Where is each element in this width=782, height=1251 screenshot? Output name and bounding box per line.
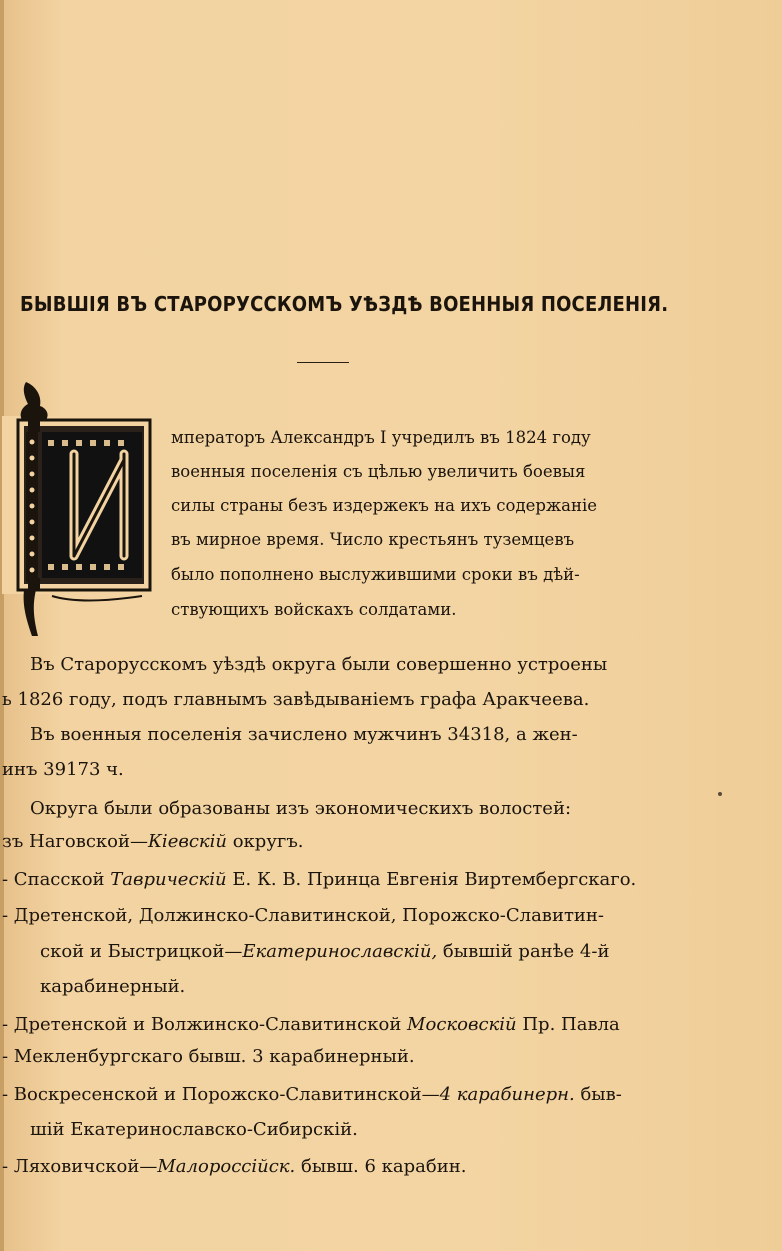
district-line-10: - Ляховичской—Малороссійск. бывш. 6 карабин.: [2, 1156, 467, 1177]
body-line-3: Въ военныя поселенія зачислено мужчинъ 34318, а жен-: [30, 724, 578, 745]
lead-line-1: мператоръ Александръ I учредилъ въ 1824 году: [171, 428, 591, 447]
lead-line-5: было пополнено выслужившими сроки въ дѣй-: [171, 565, 580, 584]
body-line-4: инъ 39173 ч.: [2, 759, 124, 780]
lead-line-4: въ мирное время. Число крестьянъ туземцевъ: [171, 530, 575, 549]
district-line-1: зъ Наговской—Кіевскій округъ.: [2, 831, 304, 852]
lead-line-3: силы страны безъ издержекъ на ихъ содержаніе: [171, 496, 598, 515]
title-divider: [297, 362, 349, 363]
district-line-4: ской и Быстрицкой—Екатеринославскій, бывшій ранѣе 4-й: [40, 941, 610, 962]
body-line-1: Въ Старорусскомъ уѣздѣ округа были совершенно устроены: [30, 654, 608, 675]
district-line-6: - Дретенской и Волжинско-Славитинской Московскій Пр. Павла: [2, 1014, 620, 1035]
district-line-2: - Спасской Таврическій Е. К. В. Принца Евгенія Виртембергскаго.: [2, 869, 637, 890]
ink-speck: [718, 792, 722, 796]
district-line-3: - Дретенской, Должинско-Славитинской, Порожско-Славитин-: [2, 905, 604, 926]
body-line-2: ь 1826 году, подъ главнымъ завѣдываніемъ графа Аракчеева.: [2, 689, 590, 710]
district-line-7: - Мекленбургскаго бывш. 3 карабинерный.: [2, 1046, 415, 1067]
lead-line-2: военныя поселенія съ цѣлью увеличить боевыя: [171, 462, 586, 481]
decorative-initial-icon: [2, 380, 154, 638]
district-line-8: - Воскресенской и Порожско-Славитинской—4 карабинерн. быв-: [2, 1084, 622, 1105]
chapter-title: БЫВШІЯ ВЪ СТАРОРУССКОМЪ УѢЗДѢ ВОЕННЫЯ ПОСЕЛЕНІЯ.: [20, 292, 669, 316]
lead-line-6: ствующихъ войскахъ солдатами.: [171, 600, 457, 619]
body-line-5: Округа были образованы изъ экономическихъ волостей:: [30, 798, 572, 819]
initial-letter: И: [2, 380, 3, 381]
district-line-5: карабинерный.: [40, 976, 186, 997]
district-line-9: шій Екатеринославско-Сибирскій.: [30, 1119, 358, 1140]
